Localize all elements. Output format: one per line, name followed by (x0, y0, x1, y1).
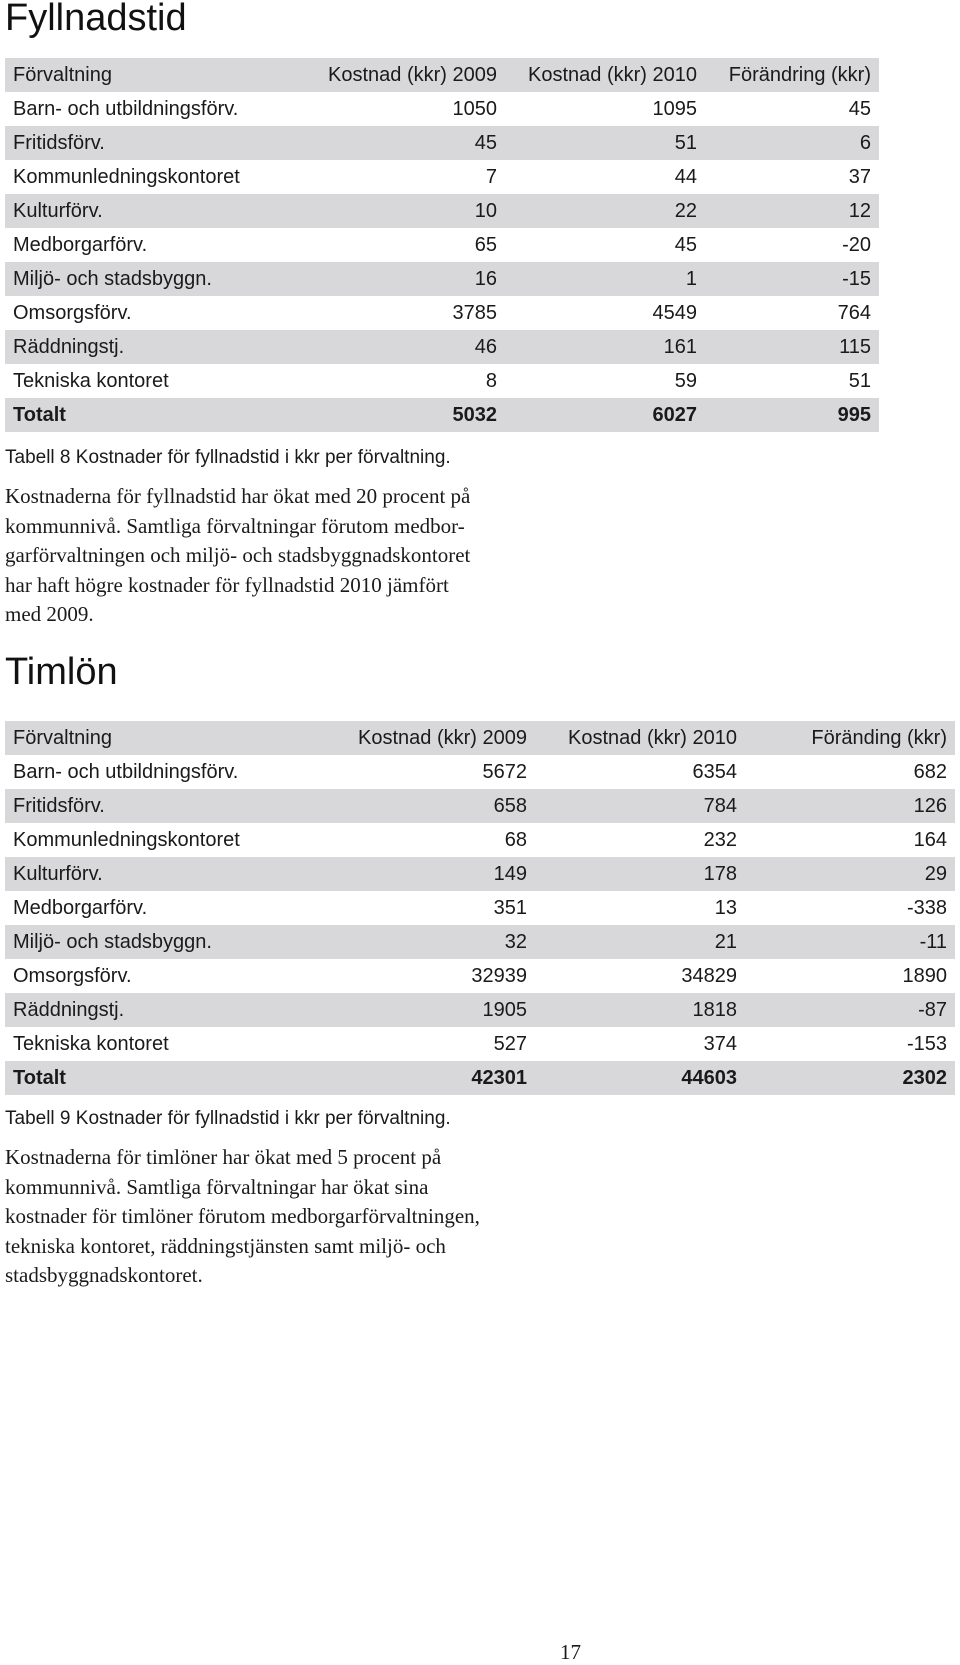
row-label-cell: Medborgarförv. (13, 233, 148, 256)
value-cell: 7 (485, 165, 497, 188)
row-label-cell: Kommunledningskontoret (13, 165, 240, 188)
table-caption-timlon: Tabell 9 Kostnader för fyllnadstid i kkr per förvaltning. (5, 1108, 451, 1129)
paragraph-fyllnadstid (5, 482, 565, 630)
paragraph-line: kommunnivå. Samtliga förvaltningar förutom medbor- (5, 513, 465, 538)
value-cell: 37 (848, 165, 871, 188)
value-cell: 1050 (452, 97, 497, 120)
value-cell: 29 (745, 857, 955, 891)
value-cell: 527 (493, 1032, 527, 1055)
table-row (5, 262, 879, 296)
value-cell: 59 (674, 369, 697, 392)
value-cell: 8 (485, 369, 497, 392)
page-number: 17 (560, 1640, 581, 1664)
column-header: Förändring (kkr) (705, 58, 879, 92)
value-cell: 995 (705, 398, 879, 432)
column-header: Föränding (kkr) (745, 721, 955, 755)
table-row (5, 891, 955, 925)
table-row (5, 126, 879, 160)
value-cell: 10 (305, 194, 505, 228)
table-row (5, 823, 955, 857)
table-caption-fyllnadstid: Tabell 8 Kostnader för fyllnadstid i kkr per förvaltning. (5, 447, 451, 468)
row-label-cell: Miljö- och stadsbyggn. (5, 925, 325, 959)
paragraph-line: Kostnaderna för fyllnadstid har ökat med 20 procent på (5, 484, 471, 508)
table-row (5, 330, 879, 364)
timlon-table-body (5, 721, 955, 1095)
paragraph-line: stadsbyggnadskontoret. (5, 1263, 203, 1287)
value-cell: -153 (906, 1032, 947, 1055)
row-label-cell: Tekniska kontoret (13, 1032, 169, 1055)
table-row (5, 857, 955, 891)
value-cell: 178 (535, 857, 745, 891)
value-cell: 1095 (652, 97, 697, 120)
value-cell: 2302 (745, 1061, 955, 1095)
value-cell: 126 (745, 789, 955, 823)
value-cell: 16 (305, 262, 505, 296)
section-title-fyllnadstid: Fyllnadstid (5, 0, 187, 39)
value-cell: 44 (674, 165, 697, 188)
paragraph-line: med 2009. (5, 602, 94, 626)
value-cell: 65 (474, 233, 497, 256)
table-row (5, 993, 955, 1027)
value-cell: 6 (705, 126, 879, 160)
value-cell: 658 (325, 789, 535, 823)
value-cell: 784 (535, 789, 745, 823)
value-cell: 68 (504, 828, 527, 851)
paragraph-line: garförvaltningen och miljö- och stadsbyggnadskontoret (5, 543, 471, 567)
value-cell: 45 (848, 97, 871, 120)
row-label-cell: Miljö- och stadsbyggn. (5, 262, 305, 296)
row-label-cell: Fritidsförv. (5, 789, 325, 823)
value-cell: -338 (906, 896, 947, 919)
value-cell: 12 (705, 194, 879, 228)
value-cell: 1818 (535, 993, 745, 1027)
row-label-cell: Omsorgsförv. (13, 964, 132, 987)
table-header-row (5, 58, 879, 92)
value-cell: 46 (305, 330, 505, 364)
value-cell: 764 (837, 301, 871, 324)
value-cell: -87 (745, 993, 955, 1027)
value-cell: 34829 (681, 964, 737, 987)
value-cell: 44603 (535, 1061, 745, 1095)
fyllnadstid-table-body (5, 58, 879, 432)
table-row (5, 789, 955, 823)
value-cell: 32939 (471, 964, 527, 987)
value-cell: 3785 (452, 301, 497, 324)
row-label-cell: Kulturförv. (5, 194, 305, 228)
table-row (5, 755, 955, 789)
row-label-cell: Omsorgsförv. (13, 301, 132, 324)
row-label-cell: Barn- och utbildningsförv. (13, 97, 239, 120)
value-cell: 6027 (505, 398, 705, 432)
table-row (5, 194, 879, 228)
value-cell: 149 (325, 857, 535, 891)
section-title-timlon: Timlön (5, 651, 118, 693)
value-cell: -20 (842, 233, 871, 256)
value-cell: 13 (714, 896, 737, 919)
table-row (5, 364, 879, 398)
value-cell: 5672 (482, 760, 527, 783)
value-cell: 42301 (325, 1061, 535, 1095)
column-header: Kostnad (kkr) 2009 (325, 721, 535, 755)
paragraph-line: kommunnivå. Samtliga förvaltningar har ökat sina (5, 1174, 429, 1199)
table-row (5, 228, 879, 262)
value-cell: 32 (325, 925, 535, 959)
row-label-cell: Räddningstj. (5, 993, 325, 1027)
row-label-cell: Totalt (5, 1061, 325, 1095)
column-header: Kostnad (kkr) 2009 (305, 58, 505, 92)
value-cell: 21 (535, 925, 745, 959)
value-cell: 1905 (325, 993, 535, 1027)
value-cell: 682 (913, 760, 947, 783)
paragraph-line: Kostnaderna för timlöner har ökat med 5 procent på (5, 1145, 442, 1169)
table-row (5, 160, 879, 194)
fyllnadstid-table (5, 58, 879, 432)
value-cell: 4549 (652, 301, 697, 324)
table-row (5, 296, 879, 330)
row-label-cell: Barn- och utbildningsförv. (13, 760, 239, 783)
paragraph-timlon (5, 1143, 565, 1291)
column-header: Förvaltning (5, 58, 305, 92)
value-cell: 1 (505, 262, 705, 296)
timlon-table (5, 721, 955, 1095)
paragraph-line: tekniska kontoret, räddningstjänsten samt miljö- och (5, 1233, 446, 1258)
row-label-cell: Kulturförv. (5, 857, 325, 891)
table-row (5, 92, 879, 126)
column-header: Kostnad (kkr) 2010 (535, 721, 745, 755)
table-total-row (5, 398, 879, 432)
value-cell: 6354 (692, 760, 737, 783)
paragraph-line: har haft högre kostnader för fyllnadstid 2010 jämfört (5, 572, 449, 597)
value-cell: 51 (848, 369, 871, 392)
row-label-cell: Tekniska kontoret (13, 369, 169, 392)
table-row (5, 925, 955, 959)
row-label-cell: Medborgarförv. (13, 896, 148, 919)
value-cell: 45 (305, 126, 505, 160)
value-cell: 161 (505, 330, 705, 364)
value-cell: 351 (493, 896, 527, 919)
table-row (5, 1027, 955, 1061)
value-cell: 115 (705, 330, 879, 364)
value-cell: 232 (703, 828, 737, 851)
value-cell: 5032 (305, 398, 505, 432)
column-header: Kostnad (kkr) 2010 (505, 58, 705, 92)
column-header: Förvaltning (5, 721, 325, 755)
value-cell: 22 (505, 194, 705, 228)
value-cell: 51 (505, 126, 705, 160)
value-cell: 164 (913, 828, 947, 851)
row-label-cell: Kommunledningskontoret (13, 828, 240, 851)
value-cell: 45 (674, 233, 697, 256)
table-header-row (5, 721, 955, 755)
row-label-cell: Räddningstj. (5, 330, 305, 364)
paragraph-line: kostnader för timlöner förutom medborgarförvaltningen, (5, 1204, 480, 1228)
table-total-row (5, 1061, 955, 1095)
row-label-cell: Fritidsförv. (5, 126, 305, 160)
value-cell: -15 (705, 262, 879, 296)
table-row (5, 959, 955, 993)
value-cell: -11 (745, 925, 955, 959)
value-cell: 374 (703, 1032, 737, 1055)
value-cell: 1890 (902, 964, 947, 987)
row-label-cell: Totalt (5, 398, 305, 432)
